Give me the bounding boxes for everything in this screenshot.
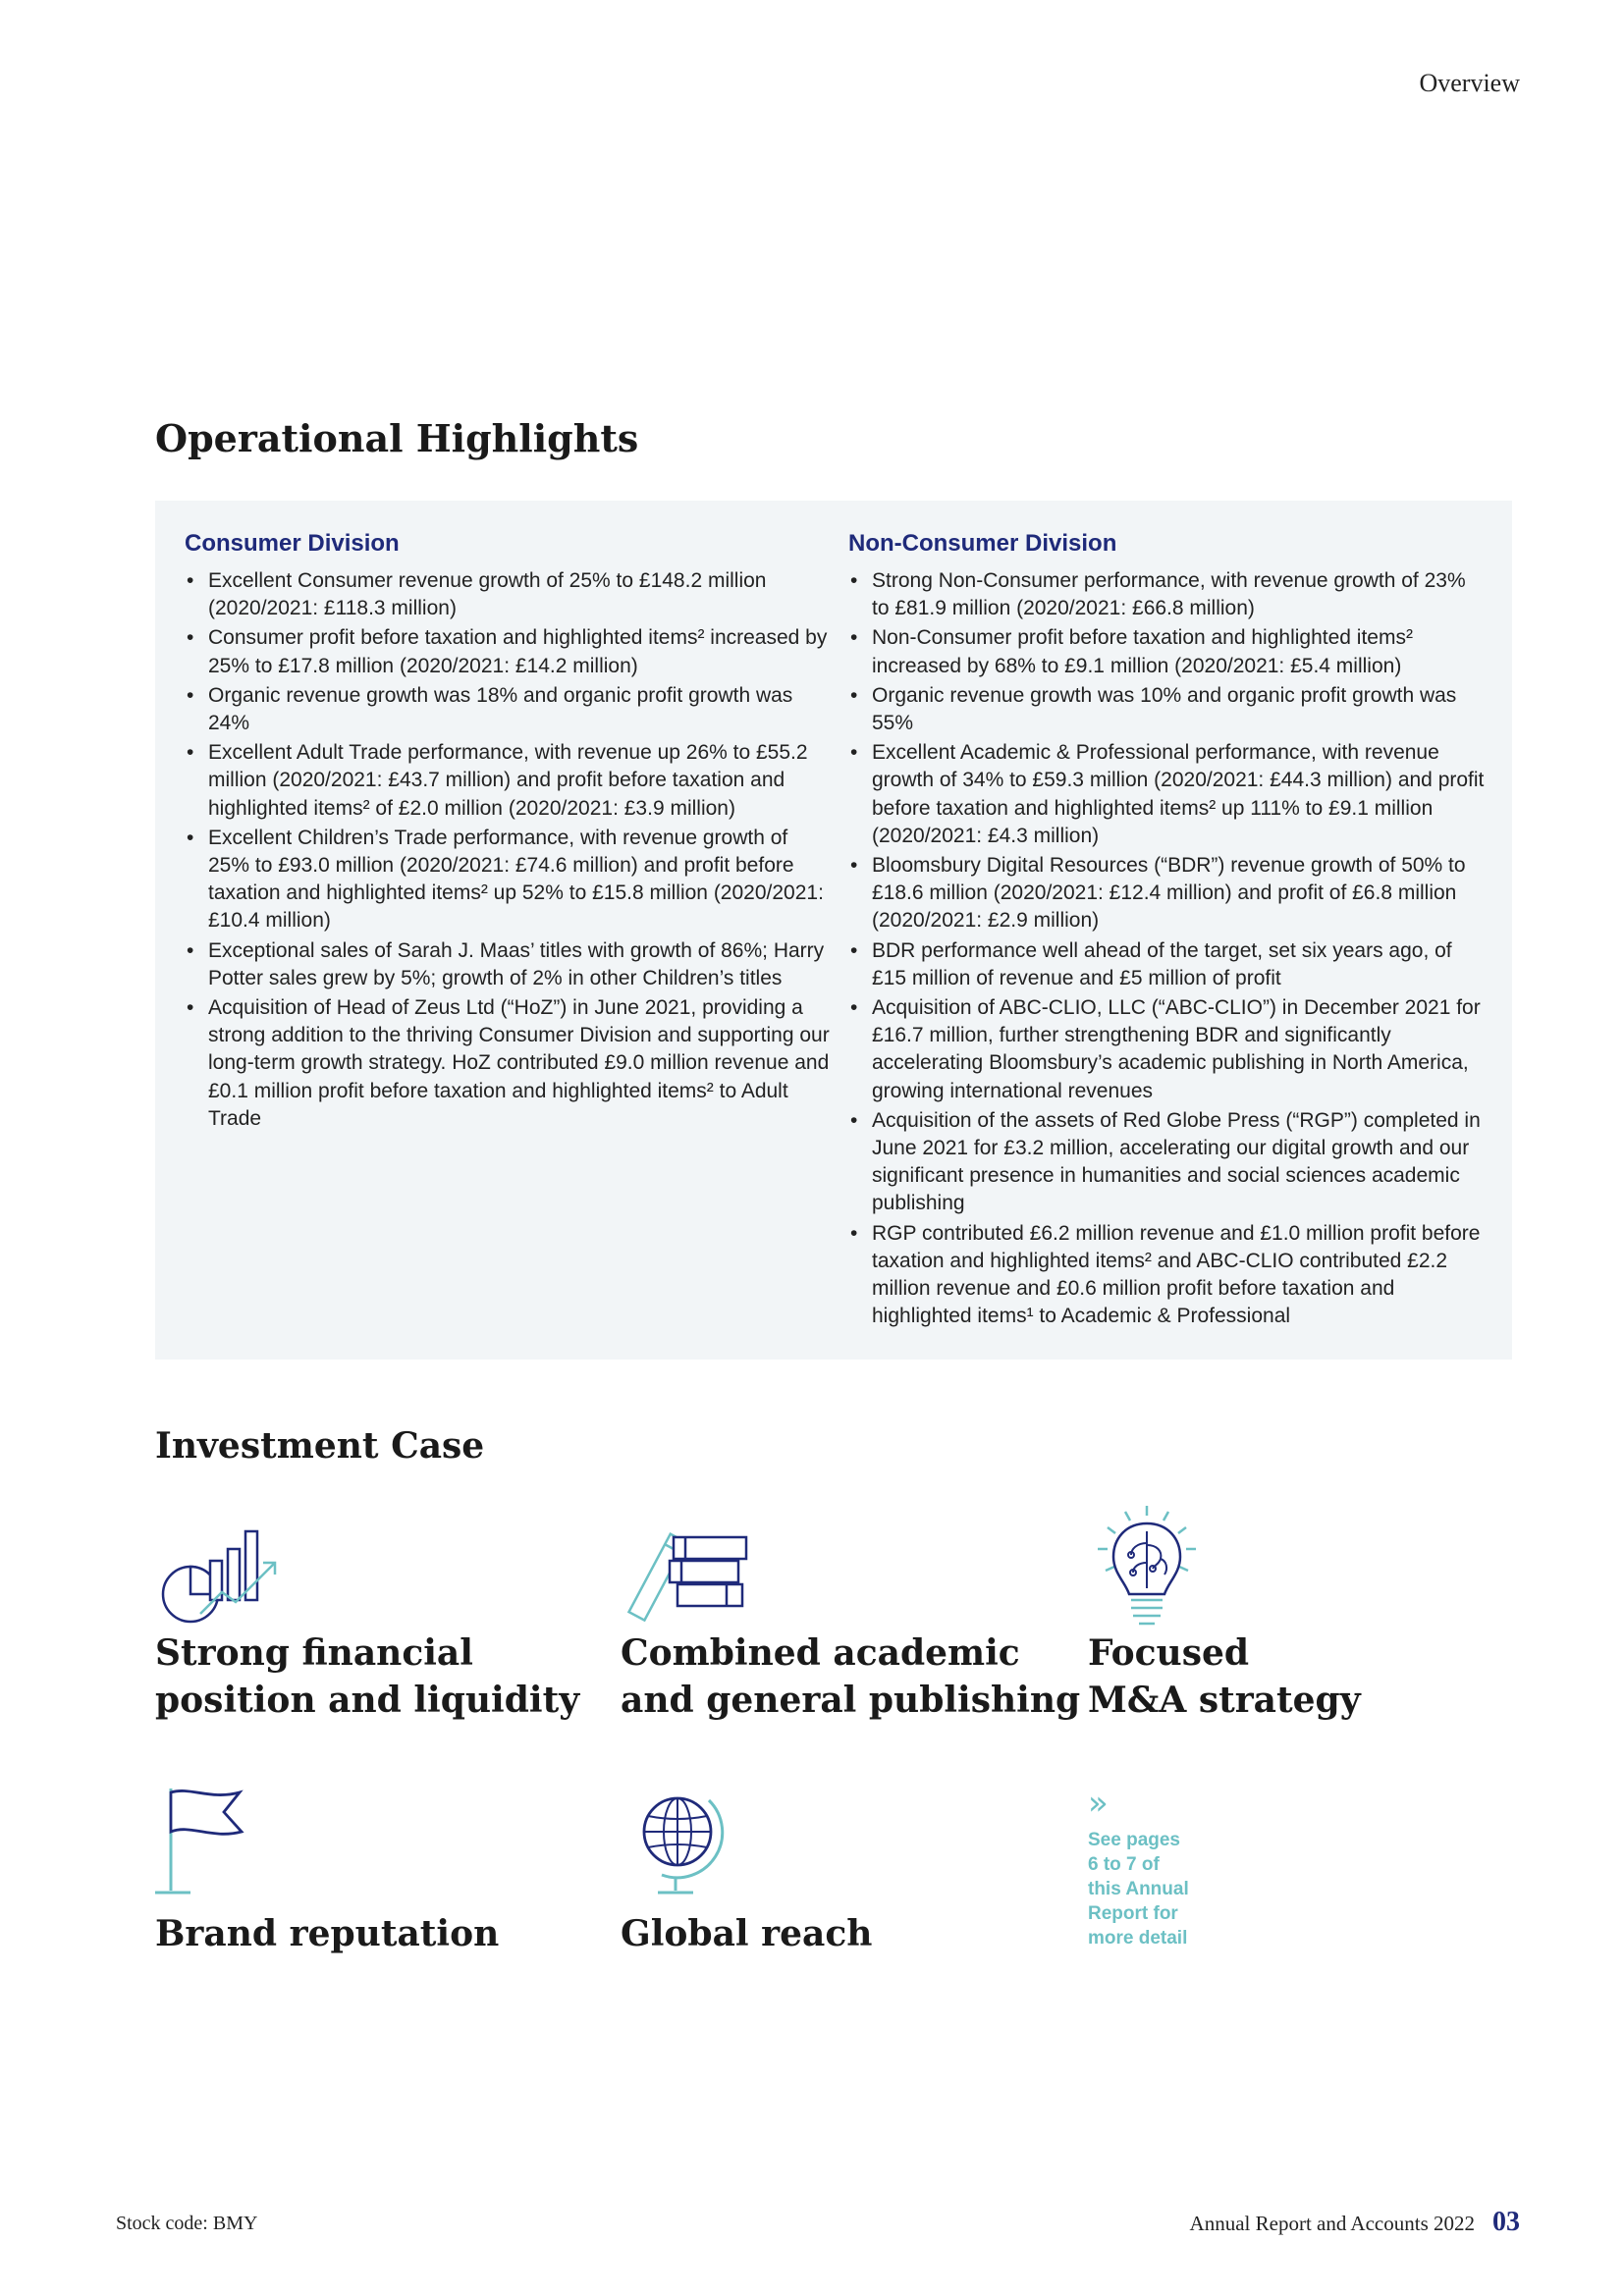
consumer-highlights-list xyxy=(185,567,833,1133)
globe-icon xyxy=(628,1783,736,1909)
non-consumer-division xyxy=(848,530,1487,1332)
see-more-line: this Annual xyxy=(1088,1879,1189,1899)
case-label-line: Global reach xyxy=(621,1913,873,1954)
section-label: Overview xyxy=(1419,69,1520,97)
case-label-ma-strategy xyxy=(1088,1629,1361,1724)
footer-report-info xyxy=(1190,2207,1520,2238)
financial-chart-icon xyxy=(155,1520,283,1632)
flag-icon xyxy=(155,1783,253,1905)
stock-code: Stock code: BMY xyxy=(116,2213,258,2234)
highlight-item: • Bloomsbury Digital Resources (“BDR”) revenue growth of 50% to £18.6 million (2020/2021: £12.4 million) and profit of £6.8 million (2020/2021: £2.9 million) xyxy=(848,852,1487,935)
see-more-line: more detail xyxy=(1088,1928,1188,1949)
case-label-line: Brand reputation xyxy=(155,1913,500,1954)
highlight-item: • Excellent Children’s Trade performance, with revenue growth of 25% to £93.0 million (2020/2021: £74.6 million) and profit before taxation and highlighted items² up 52% to £15.8 million (2020/2021: £10.4 million) xyxy=(185,825,833,935)
operational-highlights-title: Operational Highlights xyxy=(155,416,639,460)
report-name: Annual Report and Accounts 2022 xyxy=(1189,2212,1475,2235)
see-more-reference xyxy=(1088,1784,1225,1950)
highlight-item: • Organic revenue growth was 18% and organic profit growth was 24% xyxy=(185,682,833,737)
case-label-line: Strong financial xyxy=(155,1632,473,1674)
double-chevron-right-icon: » xyxy=(1088,1784,1109,1823)
consumer-division-heading: Consumer Division xyxy=(185,530,400,557)
highlight-item: • Organic revenue growth was 10% and organic profit growth was 55% xyxy=(848,682,1487,737)
case-label-publishing xyxy=(621,1629,1080,1724)
non-consumer-division-heading: Non-Consumer Division xyxy=(848,530,1117,557)
highlight-item: • Excellent Academic & Professional performance, with revenue growth of 34% to £59.3 million (2020/2021: £44.3 million) and profit before taxation and highlighted items² up 111% to £9.1 million (2020/2021: £4.3 million) xyxy=(848,739,1487,850)
see-more-text xyxy=(1088,1828,1225,1950)
case-label-line: and general publishing xyxy=(621,1680,1081,1721)
investment-case-title: Investment Case xyxy=(155,1425,485,1467)
highlight-item: • Strong Non-Consumer performance, with revenue growth of 23% to £81.9 million (2020/2021: £66.8 million) xyxy=(848,567,1487,622)
highlight-item: • Excellent Consumer revenue growth of 25% to £148.2 million (2020/2021: £118.3 million) xyxy=(185,567,833,622)
books-icon xyxy=(621,1520,758,1632)
see-more-line: Report for xyxy=(1088,1903,1178,1924)
case-label-line: position and liquidity xyxy=(155,1680,580,1721)
highlight-item: • Non-Consumer profit before taxation and highlighted items² increased by 68% to £9.1 million (2020/2021: £5.4 million) xyxy=(848,624,1487,679)
consumer-division xyxy=(185,530,833,1135)
non-consumer-highlights-list xyxy=(848,567,1487,1330)
highlight-item: • Excellent Adult Trade performance, with revenue up 26% to £55.2 million (2020/2021: £43.7 million) and profit before taxation and highlighted items² of £2.0 million (2020/2021: £3.9 million) xyxy=(185,739,833,823)
see-more-line: See pages xyxy=(1088,1830,1180,1850)
highlight-item: • BDR performance well ahead of the target, set six years ago, of £15 million of revenue and £5 million of profit xyxy=(848,937,1487,992)
case-label-global xyxy=(621,1910,872,1957)
highlight-item: • Acquisition of the assets of Red Globe Press (“RGP”) completed in June 2021 for £3.2 million, accelerating our digital growth and our significant presence in humanities and social sciences academic publishing xyxy=(848,1107,1487,1218)
page-number: 03 xyxy=(1492,2207,1520,2237)
highlight-item: • Acquisition of Head of Zeus Ltd (“HoZ”) in June 2021, providing a strong addition to the thriving Consumer Division and supporting our long-term growth strategy. HoZ contributed £9.0 million revenue and £0.1 million profit before taxation and highlighted items² to Adult Trade xyxy=(185,994,833,1133)
highlight-item: • Consumer profit before taxation and highlighted items² increased by 25% to £17.8 million (2020/2021: £14.2 million) xyxy=(185,624,833,679)
case-label-line: Combined academic xyxy=(621,1632,1020,1674)
case-label-line: Focused xyxy=(1088,1632,1250,1674)
see-more-line: 6 to 7 of xyxy=(1088,1854,1160,1875)
lightbulb-brain-icon xyxy=(1088,1504,1206,1646)
highlight-item: • Acquisition of ABC-CLIO, LLC (“ABC-CLIO”) in December 2021 for £16.7 million, further strengthening BDR and significantly accelerating Bloomsbury’s academic publishing in North America, growing international revenues xyxy=(848,994,1487,1105)
case-label-financial xyxy=(155,1629,579,1724)
case-label-line: M&A strategy xyxy=(1088,1680,1361,1721)
highlight-item: • Exceptional sales of Sarah J. Maas’ titles with growth of 86%; Harry Potter sales grew by 5%; growth of 2% in other Children’s titles xyxy=(185,937,833,992)
highlights-panel xyxy=(155,501,1512,1360)
highlight-item: • RGP contributed £6.2 million revenue and £1.0 million profit before taxation and highlighted items² and ABC-CLIO contributed £2.2 million revenue and £0.6 million profit before taxation and highlighted items¹ to Academic & Professional xyxy=(848,1220,1487,1331)
case-label-brand xyxy=(155,1910,499,1957)
